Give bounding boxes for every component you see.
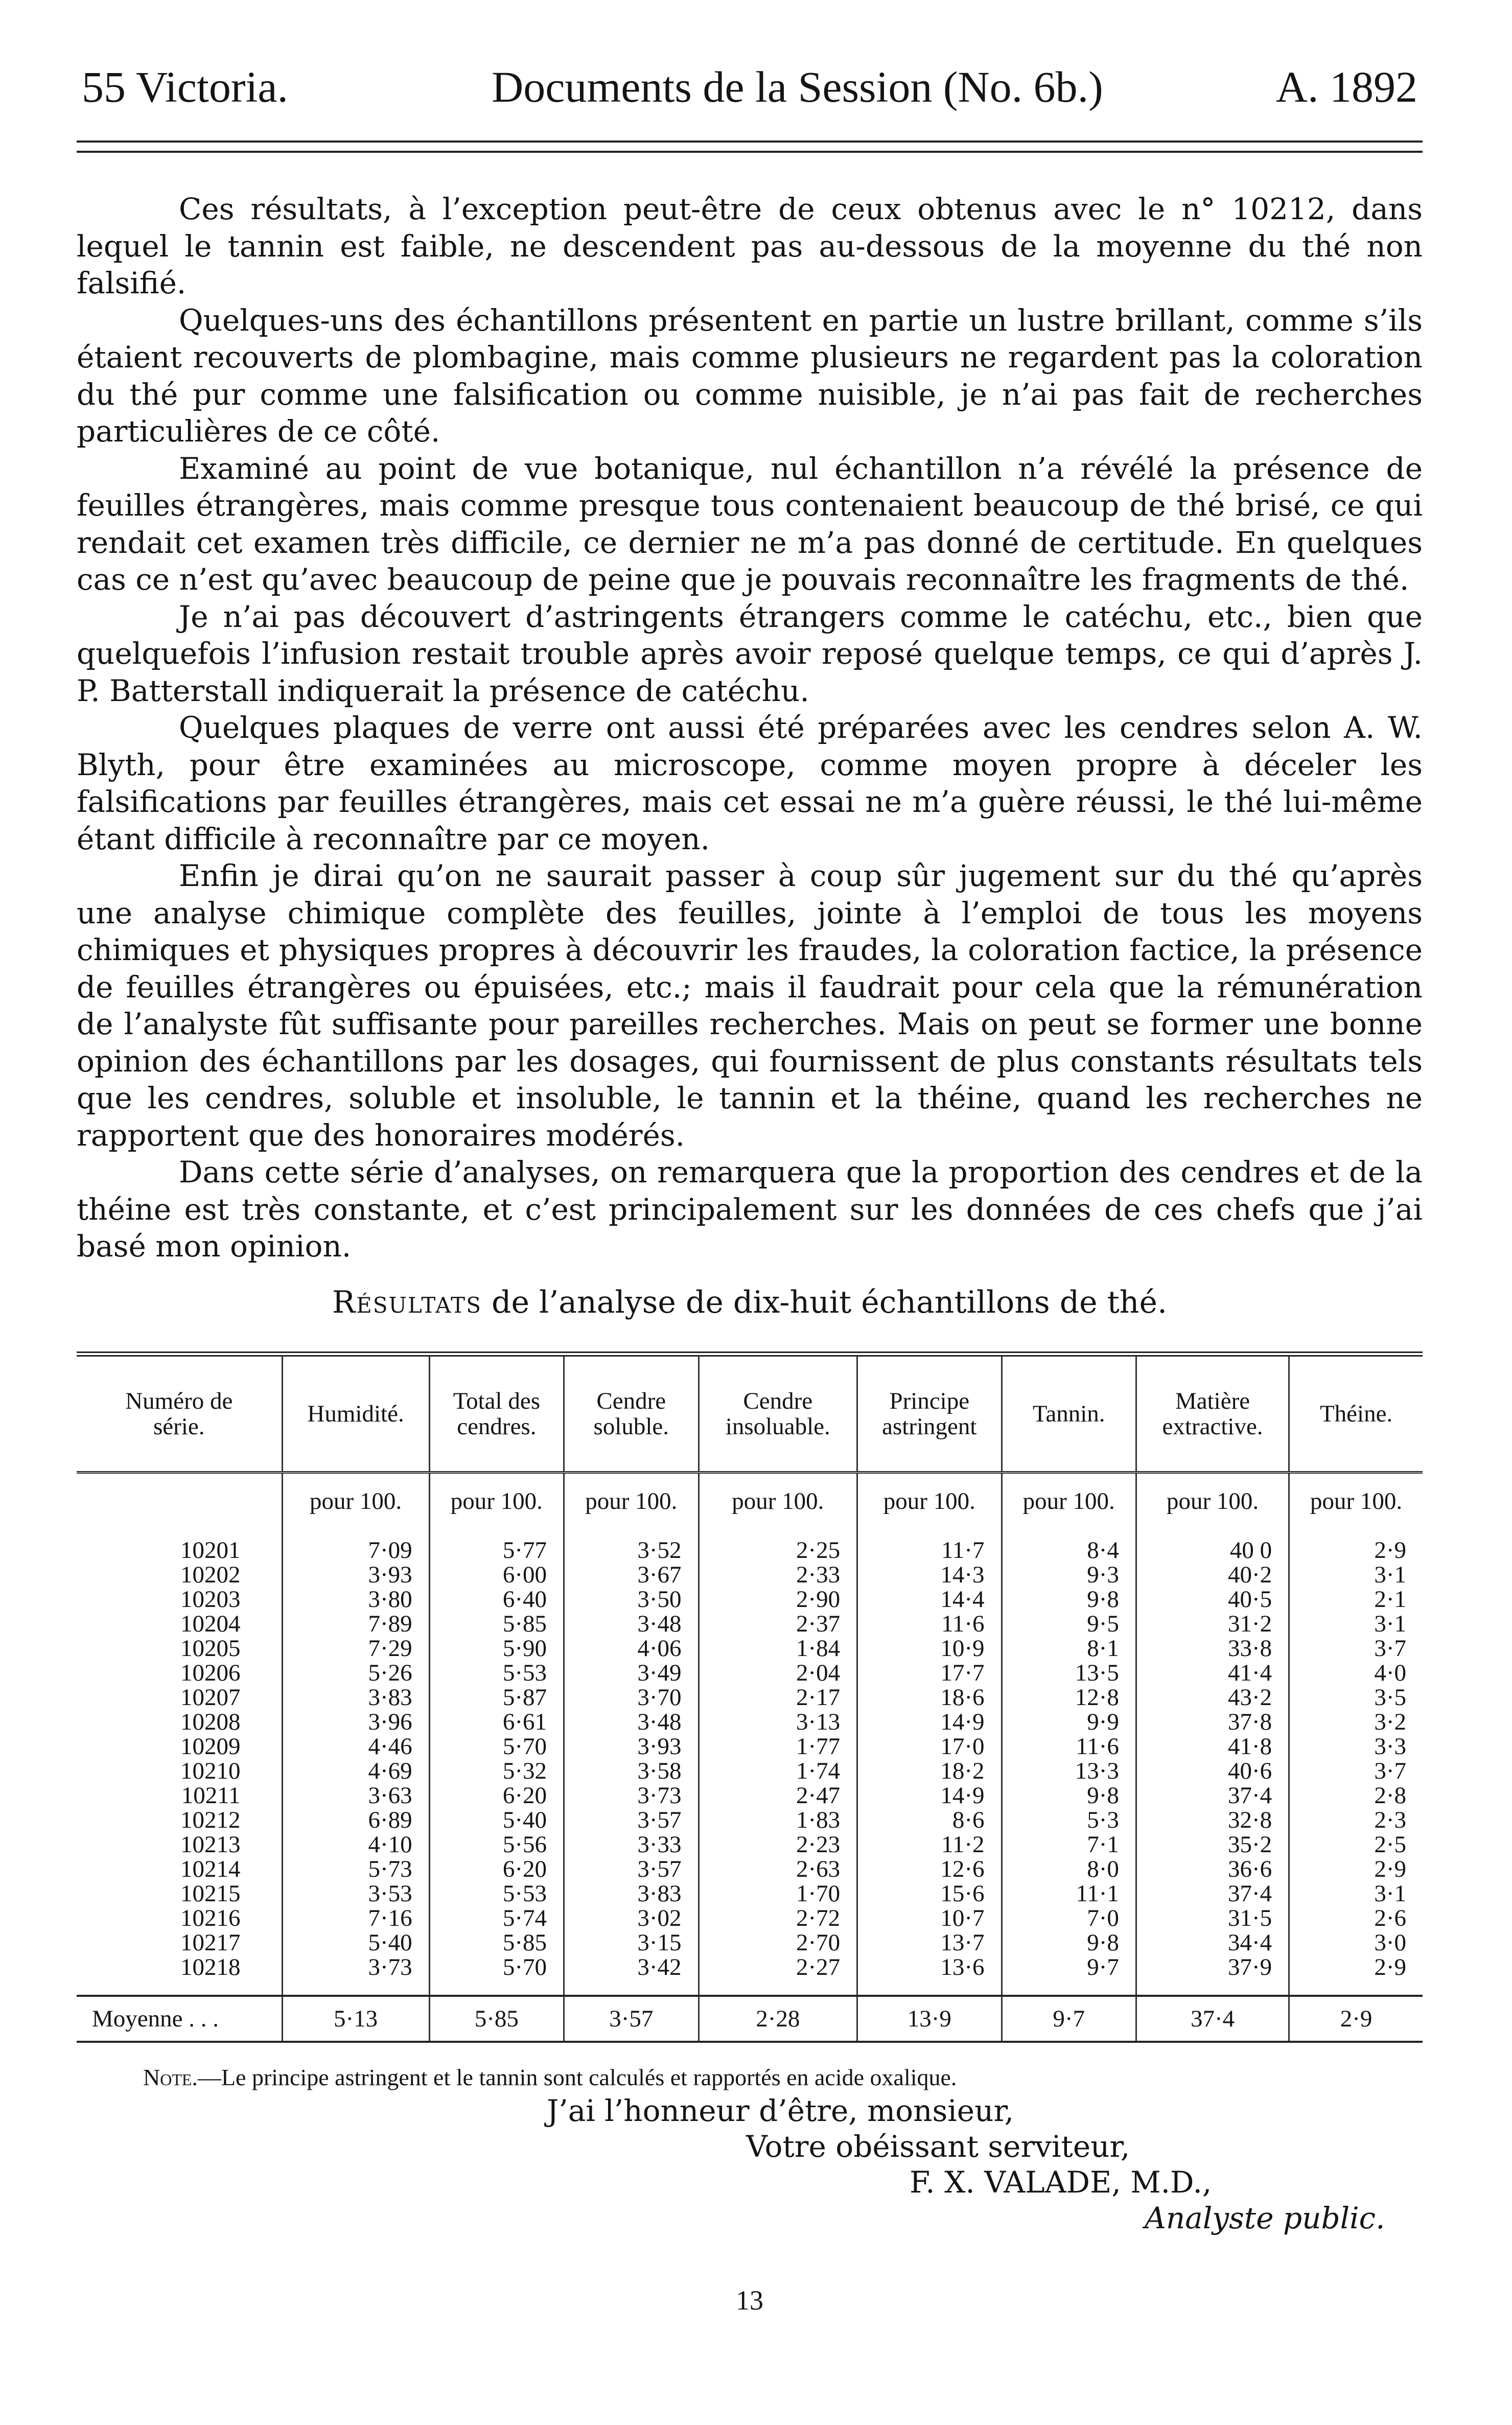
serial-number-cell: 10216 [180, 1904, 241, 1931]
value-cell: 7·0 [1002, 1906, 1136, 1930]
value-cell: 3·83 [564, 1881, 699, 1906]
value-cell: 11·7 [857, 1538, 1002, 1563]
table-row [77, 1612, 1423, 1636]
table-row [77, 1857, 1423, 1881]
value-cell: 9·9 [1002, 1710, 1136, 1734]
value-cell: 4·06 [564, 1636, 699, 1661]
table-title [77, 1283, 1423, 1322]
table-row [77, 1563, 1423, 1587]
value-cell: 5·87 [429, 1685, 564, 1710]
value-cell: 5·32 [429, 1759, 564, 1783]
value-cell: 3·96 [282, 1710, 429, 1734]
value-cell: 8·4 [1002, 1538, 1136, 1563]
value-cell: 5·26 [282, 1661, 429, 1685]
value-cell: 2·17 [699, 1685, 857, 1710]
spacer-row [77, 1521, 1423, 1538]
value-cell: 18·6 [857, 1685, 1002, 1710]
value-cell: 2·72 [699, 1906, 857, 1930]
value-cell: 5·40 [429, 1808, 564, 1832]
value-cell: 3·2 [1289, 1710, 1423, 1734]
value-cell: 2·6 [1289, 1906, 1423, 1930]
unit-cell: pour 100. [564, 1472, 699, 1521]
serial-number-cell: 10203 [180, 1585, 241, 1613]
serial-number-cell: 10214 [180, 1855, 241, 1882]
value-cell: 11·6 [857, 1612, 1002, 1636]
value-cell: 3·73 [282, 1955, 429, 1996]
table-row [77, 1587, 1423, 1612]
value-cell: 3·67 [564, 1563, 699, 1587]
value-cell: 7·16 [282, 1906, 429, 1930]
value-cell: 3·3 [1289, 1734, 1423, 1759]
table-row [77, 1710, 1423, 1734]
value-cell: 9·5 [1002, 1612, 1136, 1636]
value-cell: 10·7 [857, 1906, 1002, 1930]
value-cell: 6·61 [429, 1710, 564, 1734]
signature-name: F. X. VALADE, M.D., [910, 2164, 1212, 2200]
value-cell: 1·77 [699, 1734, 857, 1759]
value-cell: 2·3 [1289, 1808, 1423, 1832]
serial-number-cell: 10206 [180, 1659, 241, 1686]
value-cell: 3·1 [1289, 1563, 1423, 1587]
header-rule [77, 141, 1423, 153]
average-cell: 13·9 [857, 1996, 1002, 2042]
value-cell: 17·0 [857, 1734, 1002, 1759]
value-cell: 4·69 [282, 1759, 429, 1783]
unit-cell: pour 100. [699, 1472, 857, 1521]
table-footer [77, 1996, 1423, 2042]
value-cell: 3·57 [564, 1857, 699, 1881]
value-cell: 3·48 [564, 1612, 699, 1636]
unit-cell: pour 100. [1289, 1472, 1423, 1521]
value-cell: 3·15 [564, 1930, 699, 1955]
value-cell: 3·83 [282, 1685, 429, 1710]
table-row [77, 1538, 1423, 1563]
table-row [77, 1930, 1423, 1955]
average-label: Moyenne . . . [77, 1996, 282, 2042]
report-body [77, 191, 1423, 1265]
value-cell: 12·8 [1002, 1685, 1136, 1710]
unit-cell [77, 1472, 282, 1521]
value-cell: 3·48 [564, 1710, 699, 1734]
average-cell: 9·7 [1002, 1996, 1136, 2042]
value-cell: 40·6 [1136, 1759, 1289, 1783]
serial-number-cell: 10209 [180, 1733, 241, 1760]
value-cell: 14·9 [857, 1710, 1002, 1734]
table-row [77, 1881, 1423, 1906]
unit-cell: pour 100. [429, 1472, 564, 1521]
value-cell: 8·1 [1002, 1636, 1136, 1661]
value-cell: 5·56 [429, 1832, 564, 1857]
value-cell: 31·2 [1136, 1612, 1289, 1636]
units-row [77, 1472, 1423, 1521]
serial-number-cell: 10204 [180, 1610, 241, 1637]
value-cell: 41·8 [1136, 1734, 1289, 1759]
col-header-principe-astringent: Principe astringent [857, 1354, 1002, 1473]
value-cell: 3·7 [1289, 1759, 1423, 1783]
page-header [77, 61, 1423, 112]
value-cell: 37·9 [1136, 1955, 1289, 1996]
col-header-humidite: Humidité. [282, 1354, 429, 1473]
col-header-cendre-insoluable: Cendre insoluable. [699, 1354, 857, 1473]
value-cell: 3·1 [1289, 1612, 1423, 1636]
note-text: —Le principe astringent et le tannin sont calculés et rapportés en acide oxalique. [197, 2064, 957, 2090]
unit-cell: pour 100. [857, 1472, 1002, 1521]
average-cell: 37·4 [1136, 1996, 1289, 2042]
average-cell: 2·9 [1289, 1996, 1423, 2042]
average-cell: 5·85 [429, 1996, 564, 2042]
paragraph: Quelques plaques de verre ont aussi été préparées avec les cendres selon A. W. Blyth, pour être examinées au microscope, comme moyen propre à déceler les falsifications par feuilles étrangères, mais cet essai ne m’a guère réussi, le thé lui-même étant difficile à reconnaître par ce moyen. [77, 710, 1423, 856]
value-cell: 9·8 [1002, 1930, 1136, 1955]
value-cell: 17·7 [857, 1661, 1002, 1685]
value-cell: 2·25 [699, 1538, 857, 1563]
value-cell: 3·93 [282, 1563, 429, 1587]
value-cell: 40·2 [1136, 1563, 1289, 1587]
closing-signature [77, 2093, 1423, 2236]
paragraph: Dans cette série d’analyses, on remarquera que la proportion des cendres et de la théine est très constante, et c’est principalement sur les données de ces chefs que j’ai basé mon opinion. [77, 1155, 1423, 1264]
paragraph: Enfin je dirai qu’on ne saurait passer à coup sûr jugement sur du thé qu’après une analyse chimique complète des feuilles, jointe à l’emploi de tous les moyens chimiques et physiques propres à découvrir les fraudes, la coloration factice, la présence de feuilles étrangères ou épuisées, etc.; mais il faudrait pour cela que la rémunération de l’analyste fût suffisante pour pareilles recherches. Mais on peut se former une bonne opinion des échantillons par les dosages, qui fournissent de plus constants résultats tels que les cendres, soluble et insoluble, le tannin et la théine, quand les recherches ne rapportent que des honoraires modérés. [77, 858, 1423, 1153]
value-cell: 9·8 [1002, 1587, 1136, 1612]
value-cell: 34·4 [1136, 1930, 1289, 1955]
value-cell: 13·5 [1002, 1661, 1136, 1685]
value-cell: 2·27 [699, 1955, 857, 1996]
value-cell: 37·8 [1136, 1710, 1289, 1734]
value-cell: 6·20 [429, 1783, 564, 1808]
value-cell: 4·10 [282, 1832, 429, 1857]
average-cell: 5·13 [282, 1996, 429, 2042]
value-cell: 7·29 [282, 1636, 429, 1661]
value-cell: 5·53 [429, 1661, 564, 1685]
value-cell: 9·7 [1002, 1955, 1136, 1996]
value-cell: 5·85 [429, 1930, 564, 1955]
value-cell: 3·33 [564, 1832, 699, 1857]
value-cell: 7·09 [282, 1538, 429, 1563]
value-cell: 2·9 [1289, 1538, 1423, 1563]
serial-number-cell: 10201 [180, 1536, 241, 1564]
table-row [77, 1783, 1423, 1808]
serial-number-cell: 10217 [180, 1929, 241, 1956]
table-header-row [77, 1354, 1423, 1473]
header-volume: 55 Victoria. [82, 62, 289, 111]
paragraph: Ces résultats, à l’exception peut-être de ceux obtenus avec le n° 10212, dans lequel le tannin est faible, ne descendent pas au-dessous de la moyenne du thé non falsifié. [77, 192, 1423, 300]
value-cell: 37·4 [1136, 1783, 1289, 1808]
value-cell: 43·2 [1136, 1685, 1289, 1710]
value-cell: 3·02 [564, 1906, 699, 1930]
serial-number-cell: 10213 [180, 1831, 241, 1858]
unit-cell: pour 100. [1002, 1472, 1136, 1521]
table-row [77, 1759, 1423, 1783]
signature-title: Analyste public. [1145, 2200, 1385, 2235]
serial-number-cell: 10207 [180, 1684, 241, 1711]
value-cell: 14·3 [857, 1563, 1002, 1587]
col-header-tannin: Tannin. [1002, 1354, 1136, 1473]
value-cell: 6·00 [429, 1563, 564, 1587]
value-cell: 3·58 [564, 1759, 699, 1783]
value-cell: 3·13 [699, 1710, 857, 1734]
value-cell: 3·5 [1289, 1685, 1423, 1710]
value-cell: 2·70 [699, 1930, 857, 1955]
table-body [77, 1472, 1423, 1996]
unit-cell: pour 100. [282, 1472, 429, 1521]
value-cell: 12·6 [857, 1857, 1002, 1881]
value-cell: 5·74 [429, 1906, 564, 1930]
value-cell: 5·85 [429, 1612, 564, 1636]
average-cell: 2·28 [699, 1996, 857, 2042]
value-cell: 3·73 [564, 1783, 699, 1808]
value-cell: 3·1 [1289, 1881, 1423, 1906]
serial-number-cell: 10208 [180, 1708, 241, 1735]
value-cell: 33·8 [1136, 1636, 1289, 1661]
value-cell: 1·74 [699, 1759, 857, 1783]
serial-number-cell: 10211 [181, 1782, 241, 1809]
header-session: Documents de la Session (No. 6b.) [492, 62, 1103, 111]
value-cell: 5·73 [282, 1857, 429, 1881]
header-year: A. 1892 [1275, 62, 1417, 111]
value-cell: 3·50 [564, 1587, 699, 1612]
value-cell: 36·6 [1136, 1857, 1289, 1881]
value-cell: 11·2 [857, 1832, 1002, 1857]
closing-servant: Votre obéissant serviteur, [746, 2129, 1130, 2164]
value-cell: 3·49 [564, 1661, 699, 1685]
average-cell: 3·57 [564, 1996, 699, 2042]
value-cell: 2·23 [699, 1832, 857, 1857]
col-header-matiere-extractive: Matière extractive. [1136, 1354, 1289, 1473]
table-row [77, 1955, 1423, 1996]
value-cell: 5·70 [429, 1955, 564, 1996]
value-cell: 2·04 [699, 1661, 857, 1685]
value-cell: 9·8 [1002, 1783, 1136, 1808]
serial-number-cell: 10215 [180, 1880, 241, 1907]
paragraph: Quelques-uns des échantillons présentent en partie un lustre brillant, comme s’ils étaient recouverts de plombagine, mais comme plusieurs ne regardent pas la coloration du thé pur comme une falsification ou comme nuisible, je n’ai pas fait de recherches particulières de ce côté. [77, 302, 1423, 449]
closing-salutation: J’ai l’honneur d’être, monsieur, [547, 2093, 1014, 2128]
table-title-rest: de l’analyse de dix-huit échantillons de thé. [481, 1284, 1168, 1320]
table-row [77, 1906, 1423, 1930]
value-cell: 32·8 [1136, 1808, 1289, 1832]
value-cell: 6·89 [282, 1808, 429, 1832]
value-cell: 3·53 [282, 1881, 429, 1906]
table-row [77, 1734, 1423, 1759]
value-cell: 6·20 [429, 1857, 564, 1881]
value-cell: 1·70 [699, 1881, 857, 1906]
value-cell: 3·70 [564, 1685, 699, 1710]
unit-cell: pour 100. [1136, 1472, 1289, 1521]
value-cell: 2·63 [699, 1857, 857, 1881]
value-cell: 13·7 [857, 1930, 1002, 1955]
value-cell: 3·0 [1289, 1930, 1423, 1955]
value-cell: 10·9 [857, 1636, 1002, 1661]
value-cell: 4·46 [282, 1734, 429, 1759]
value-cell: 5·40 [282, 1930, 429, 1955]
table-title-caps: Résultats [332, 1284, 482, 1320]
value-cell: 13·3 [1002, 1759, 1136, 1783]
serial-number-cell: 10218 [180, 1953, 241, 1980]
value-cell: 7·1 [1002, 1832, 1136, 1857]
value-cell: 2·90 [699, 1587, 857, 1612]
table-row [77, 1636, 1423, 1661]
value-cell: 5·3 [1002, 1808, 1136, 1832]
value-cell: 8·0 [1002, 1857, 1136, 1881]
value-cell: 6·40 [429, 1587, 564, 1612]
value-cell: 3·63 [282, 1783, 429, 1808]
value-cell: 8·6 [857, 1808, 1002, 1832]
results-table [77, 1351, 1423, 2043]
value-cell: 41·4 [1136, 1661, 1289, 1685]
value-cell: 13·6 [857, 1955, 1002, 1996]
value-cell: 2·8 [1289, 1783, 1423, 1808]
value-cell: 3·57 [564, 1808, 699, 1832]
value-cell: 2·9 [1289, 1857, 1423, 1881]
value-cell: 11·1 [1002, 1881, 1136, 1906]
col-header-cendre-soluble: Cendre soluble. [564, 1354, 699, 1473]
value-cell: 3·52 [564, 1538, 699, 1563]
col-header-numero: Numéro de série. [77, 1354, 282, 1473]
table-row [77, 1832, 1423, 1857]
table-note [77, 2062, 1423, 2093]
value-cell: 14·4 [857, 1587, 1002, 1612]
serial-number-cell: 10205 [180, 1635, 241, 1662]
value-cell: 1·84 [699, 1636, 857, 1661]
value-cell: 11·6 [1002, 1734, 1136, 1759]
value-cell: 18·2 [857, 1759, 1002, 1783]
value-cell: 5·90 [429, 1636, 564, 1661]
value-cell: 4·0 [1289, 1661, 1423, 1685]
value-cell: 37·4 [1136, 1881, 1289, 1906]
value-cell: 3·80 [282, 1587, 429, 1612]
value-cell: 9·3 [1002, 1563, 1136, 1587]
paragraph: Examiné au point de vue botanique, nul échantillon n’a révélé la présence de feuilles étrangères, mais comme presque tous contenaient beaucoup de thé brisé, ce qui rendait cet examen très difficile, ce dernier ne m’a pas donné de certitude. En quelques cas ce n’est qu’avec beaucoup de peine que je pouvais reconnaître les fragments de thé. [77, 451, 1423, 597]
col-header-total-cendres: Total des cendres. [429, 1354, 564, 1473]
value-cell: 2·47 [699, 1783, 857, 1808]
serial-number-cell: 10210 [180, 1757, 241, 1784]
value-cell: 35·2 [1136, 1832, 1289, 1857]
value-cell: 14·9 [857, 1783, 1002, 1808]
value-cell: 3·93 [564, 1734, 699, 1759]
value-cell: 3·7 [1289, 1636, 1423, 1661]
table-row [77, 1685, 1423, 1710]
value-cell: 40 0 [1136, 1538, 1289, 1563]
value-cell: 5·70 [429, 1734, 564, 1759]
table-row [77, 1661, 1423, 1685]
value-cell: 5·77 [429, 1538, 564, 1563]
page-number: 13 [736, 2284, 763, 2316]
table-row [77, 1808, 1423, 1832]
value-cell: 31·5 [1136, 1906, 1289, 1930]
value-cell: 5·53 [429, 1881, 564, 1906]
serial-number-cell: 10212 [180, 1806, 241, 1833]
serial-number-cell: 10202 [180, 1561, 241, 1588]
average-row [77, 1996, 1423, 2042]
value-cell: 3·42 [564, 1955, 699, 1996]
value-cell: 15·6 [857, 1881, 1002, 1906]
col-header-theine: Théine. [1289, 1354, 1423, 1473]
value-cell: 2·9 [1289, 1955, 1423, 1996]
value-cell: 1·83 [699, 1808, 857, 1832]
value-cell: 2·33 [699, 1563, 857, 1587]
value-cell: 2·1 [1289, 1587, 1423, 1612]
note-label: Note. [143, 2064, 198, 2090]
value-cell: 40·5 [1136, 1587, 1289, 1612]
value-cell: 2·5 [1289, 1832, 1423, 1857]
value-cell: 7·89 [282, 1612, 429, 1636]
value-cell: 2·37 [699, 1612, 857, 1636]
paragraph: Je n’ai pas découvert d’astringents étrangers comme le catéchu, etc., bien que quelquefois l’infusion restait trouble après avoir reposé quelque temps, ce qui d’après J. P. Batterstall indiquerait la présence de catéchu. [77, 599, 1423, 708]
